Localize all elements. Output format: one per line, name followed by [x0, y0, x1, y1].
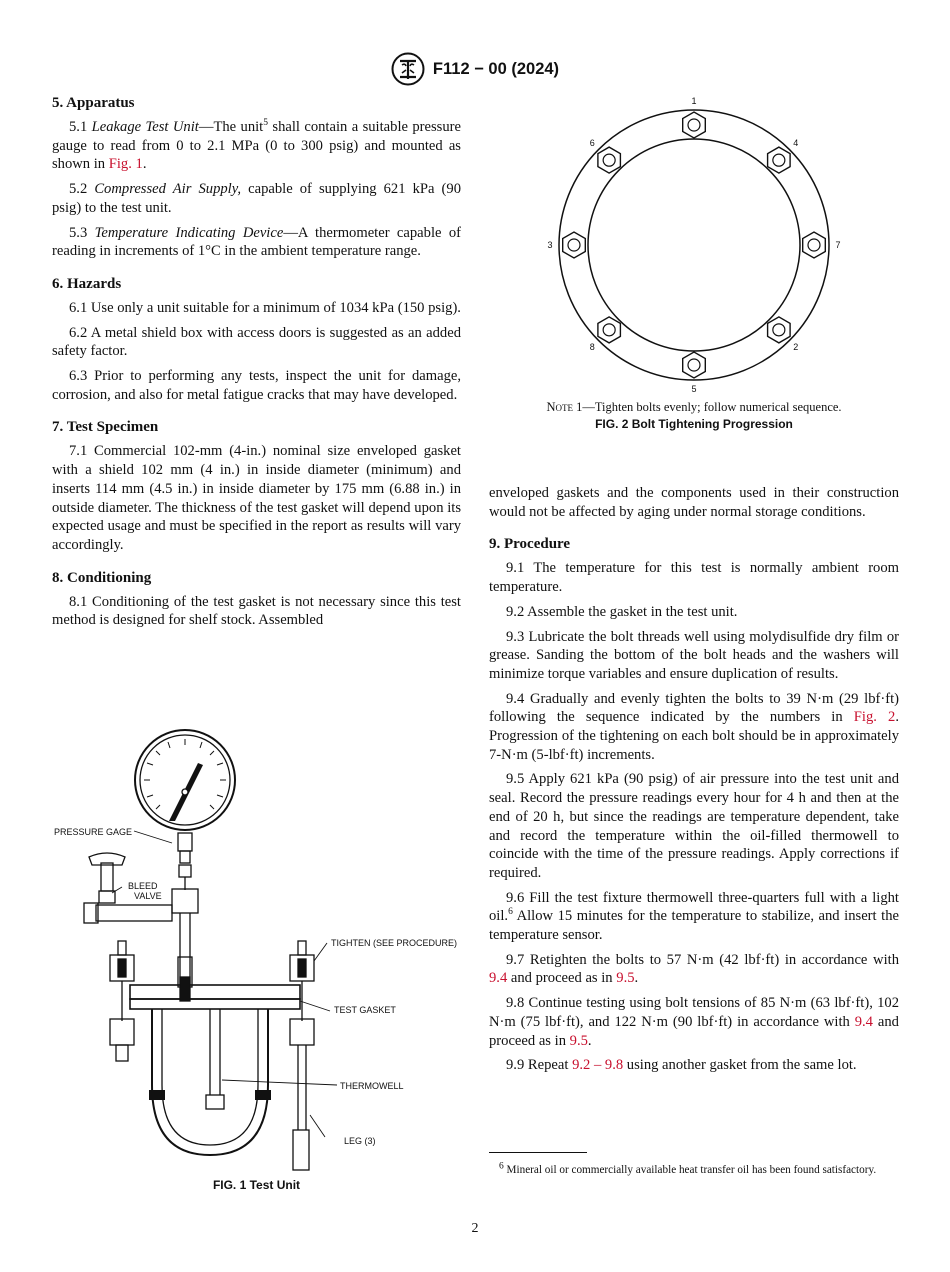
bolt-6	[598, 147, 621, 173]
bolt-8	[598, 317, 621, 343]
paragraph-9-4: 9.4 Gradually and evenly tighten the bolts to 39 N·m (29 lbf·ft) following the sequence indicated by the numbers in Fig. 2. Progression of the tightening on each bolt should be in approximately 7-N·m (5-lbf·ft) increments.	[489, 690, 899, 763]
flange-inner-circle	[588, 139, 800, 351]
bolt-number-4: 4	[793, 138, 799, 149]
footnote-mark: 6	[499, 1161, 504, 1172]
fig1-link[interactable]: Fig. 1	[108, 156, 143, 173]
figure-2-caption: FIG. 2 Bolt Tightening Progression	[595, 417, 793, 431]
ref-9-2-9-8-link[interactable]: 9.2 – 9.8	[572, 1057, 624, 1074]
section-apparatus	[52, 94, 461, 261]
section-heading: 7. Test Specimen	[52, 419, 159, 436]
paragraph-9-9: 9.9 Repeat 9.2 – 9.8 using another gasket from the same lot.	[506, 1057, 857, 1074]
label-test-gasket: TEST GASKET	[334, 1005, 396, 1015]
bolt-1	[683, 112, 706, 138]
paragraph-5-3: 5.3 Temperature Indicating Device—A thermometer capable of reading in increments of 1°C in the ambient temperature range.	[52, 224, 461, 260]
paragraph-5-2: 5.2 Compressed Air Supply, capable of supplying 621 kPa (90 psig) to the test unit.	[52, 181, 461, 216]
label-pressure-gage: PRESSURE GAGE	[54, 827, 133, 837]
section-conditioning-continued	[489, 484, 899, 521]
label-bleed: BLEED	[128, 881, 158, 891]
label-valve: VALVE	[134, 891, 162, 901]
ref-9-4-link[interactable]: 9.4	[854, 1013, 873, 1030]
fig2-link[interactable]: Fig. 2	[853, 709, 896, 726]
paragraph-6-2: 6.2 A metal shield box with access doors is suggested as an added safety factor.	[52, 324, 461, 360]
paragraph-9-6: 9.6 Fill the test fixture thermowell three-quarters full with a light oil.$^6$ Allow 15 minutes for the temperature to stabilize, and insert the temperature sensor.	[489, 889, 899, 944]
paragraph-9-2: 9.2 Assemble the gasket in the test unit.	[506, 603, 738, 620]
paragraph-9-7: 9.7 Retighten the bolts to 57 N·m (42 lbf·ft) in accordance with 9.4 and proceed as in 9.5.	[489, 951, 899, 987]
section-heading: 5. Apparatus	[52, 95, 135, 111]
ref-9-5-link[interactable]: 9.5	[569, 1032, 588, 1049]
left-column	[52, 94, 461, 644]
bolt-number-5: 5	[691, 384, 697, 394]
figure-1-caption: FIG. 1 Test Unit	[212, 1178, 301, 1192]
paragraph-9-5: 9.5 Apply 621 kPa (90 psig) of air pressure into the test unit and seal. Record the pressure readings every hour for 4 h and then at the end of 20 h, but since the readings are temperature dependent, take and record the temperature within the oil-filled thermowell to coincide with the time of the pressure readings. Apply corrections if required.	[489, 771, 899, 881]
section-heading: 6. Hazards	[52, 275, 122, 292]
footnote-text: Mineral oil or commercially available heat transfer oil has been found satisfactory.	[506, 1164, 877, 1176]
paragraph-8-1-continued: enveloped gaskets and the components used in their construction would not be affected by aging under normal storage conditions.	[489, 485, 899, 520]
ref-9-4-link[interactable]: 9.4	[489, 970, 508, 987]
page-number: 2	[471, 1221, 479, 1236]
bolt-number-3: 3	[547, 240, 553, 250]
label-tighten: TIGHTEN (SEE PROCEDURE)	[331, 938, 458, 948]
figure-2-note: Note 1—Tighten bolts evenly; follow numerical sequence.	[546, 400, 842, 414]
bolt-5	[683, 352, 706, 378]
bolt-3	[563, 232, 586, 258]
paragraph-8-1: 8.1 Conditioning of the test gasket is not necessary since this test method is designed for shelf stock. Assembled	[52, 593, 461, 629]
bolt-number-1: 1	[691, 96, 697, 106]
bolt-number-7: 7	[835, 240, 841, 250]
right-column	[489, 484, 899, 1089]
figure-1	[52, 725, 461, 1195]
section-heading: 9. Procedure	[489, 536, 571, 553]
paragraph-6-1: 6.1 Use only a unit suitable for a minimum of 1034 kPa (150 psig).	[69, 299, 461, 316]
section-conditioning	[52, 569, 461, 630]
paragraph-9-8: 9.8 Continue testing using bolt tensions of 85 N·m (63 lbf·ft), 102 N·m (75 lbf·ft), and 122 N·m (90 lbf·ft) in accordance with 9.4 and proceed as in 9.5.	[489, 995, 899, 1049]
bolt-number-2: 2	[793, 341, 799, 352]
ref-9-5-link[interactable]: 9.5	[616, 970, 635, 987]
paragraph-9-1: 9.1 The temperature for this test is normally ambient room temperature.	[489, 560, 899, 596]
astm-logo-icon	[391, 52, 425, 86]
flange-outer-circle	[559, 110, 829, 380]
test-unit-diagram	[52, 725, 461, 1180]
section-hazards	[52, 275, 461, 405]
bolt-circle-diagram	[489, 92, 899, 397]
footnote-rule	[489, 1152, 587, 1153]
section-heading: 8. Conditioning	[52, 569, 152, 586]
bolt-2	[768, 317, 791, 343]
bolt-7	[803, 232, 826, 258]
paragraph-7-1: 7.1 Commercial 102-mm (4-in.) nominal size enveloped gasket with a shield 102 mm (4 in.) in inside diameter (minimum) and inserts 114 mm (4.5 in.) in inside diameter by 175 mm (6.88 in.) in outside diameter. The thickness of the test gasket will depend upon its expected usage and must be specified in the report as results will vary accordingly.	[52, 443, 461, 553]
document-id: F112 − 00 (2024)	[432, 59, 560, 78]
bolt-number-8: 8	[589, 341, 595, 352]
section-procedure	[489, 535, 899, 1075]
bolt-4	[768, 147, 791, 173]
footnote	[489, 1163, 899, 1178]
label-thermowell: THERMOWELL	[340, 1081, 404, 1091]
paragraph-5-1: 5.1 Leakage Test Unit—The unit$^5$ shall contain a suitable pressure gauge to read from 0 to 2.1 MPa (0 to 300 psig) and mounted as shown in Fig. 1.	[52, 118, 461, 173]
page-header	[0, 52, 950, 86]
bolt-number-6: 6	[589, 138, 595, 149]
paragraph-9-3: 9.3 Lubricate the bolt threads well using molydisulfide dry film or grease. Sanding the bottom of the bolt heads and the washers will minimize torque variables and ensure duplication of results.	[489, 628, 899, 682]
section-test-specimen	[52, 418, 461, 554]
paragraph-6-3: 6.3 Prior to performing any tests, inspect the unit for damage, corrosion, and also for metal fatigue cracks that may have developed.	[52, 368, 461, 403]
figure-2	[489, 92, 899, 437]
label-leg: LEG (3)	[344, 1136, 376, 1146]
